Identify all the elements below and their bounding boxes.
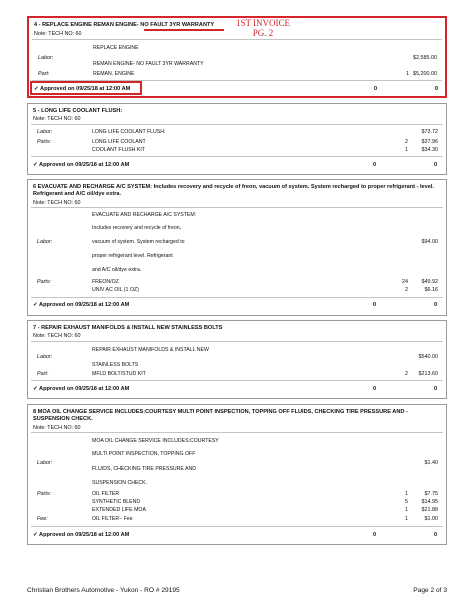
tech-note: Note: TECH NO: 60 [33, 333, 81, 339]
fee-amount: $1.00 [424, 516, 438, 522]
approval-count: 0 [374, 86, 378, 92]
divider [31, 380, 443, 381]
labor-label: Labor: [37, 129, 53, 135]
part-description: COOLANT FLUSH KIT [92, 147, 145, 153]
tech-note: Note: TECH NO: 60 [33, 200, 81, 206]
parts-label: Parts: [37, 491, 52, 497]
approval-count: 0 [373, 162, 377, 168]
part-description: OIL FILTER [92, 491, 120, 497]
footer-ro-info: Christian Brothers Automotive - Yukon - RO # 29195 [27, 587, 180, 594]
annotation-line-1: 1ST INVOICE [235, 18, 291, 28]
labor-label: Labor: [38, 55, 54, 61]
tech-note: Note: TECH NO: 60 [33, 116, 81, 122]
part-quantity: 5 [405, 499, 408, 505]
part-description: EXTENDED LIFE MOA [92, 507, 146, 513]
job-title: 8 MOA OIL CHANGE SERVICE INCLUDES:COURTESY MULTI POINT INSPECTION, TOPPING OFF FLUIDS, CHECKING TIRE PRESSURE AND - SUSPENSION CHECK. [33, 409, 408, 422]
fee-quantity: 1 [405, 516, 408, 522]
part-quantity: 1 [405, 491, 408, 497]
part-description: SYNTHETIC BLEND [92, 499, 141, 505]
labor-amount: $1.40 [424, 460, 438, 466]
divider [31, 207, 443, 208]
part-description: UNIV AC OIL (1 OZ) [92, 287, 139, 293]
labor-description-line: proper refrigerant level. Refrigerant [92, 253, 173, 259]
part-amount: $49.92 [421, 279, 438, 285]
labor-label: Labor: [37, 460, 53, 466]
part-amount: $213.60 [418, 371, 438, 377]
approval-total: 0 [434, 386, 438, 392]
labor-amount: $2,585.00 [413, 55, 437, 61]
part-amount: $6.16 [424, 287, 438, 293]
labor-amount: $540.00 [418, 354, 438, 360]
labor-label: Labor: [37, 239, 53, 245]
divider [31, 297, 443, 298]
divider [31, 124, 443, 125]
divider [31, 432, 443, 433]
labor-description-line: MOA OIL CHANGE SERVICE INCLUDES:COURTESY [92, 438, 219, 444]
job-section-6 [27, 179, 447, 316]
part-quantity: 1 [406, 71, 409, 77]
job-section-5 [27, 103, 447, 175]
approval-status: ✓ Approved on 09/25/18 at 12:00 AM [34, 86, 131, 92]
page-number: Page 2 of 3 [413, 587, 447, 594]
job-section-7 [27, 320, 447, 399]
parts-label: Parts: [37, 139, 52, 145]
part-description: FREON/OZ [92, 279, 119, 285]
labor-description-line: EVACUATE AND RECHARGE A/C SYSTEM: [92, 212, 197, 218]
approval-total: 0 [435, 86, 439, 92]
part-amount: $5,200.00 [413, 71, 437, 77]
approval-status: ✓ Approved on 09/25/18 at 12:00 AM [33, 532, 130, 538]
labor-description-line: FLUIDS, CHECKING TIRE PRESSURE AND [92, 466, 196, 472]
labor-description-line: SUSPENSION CHECK. [92, 480, 148, 486]
approval-total: 0 [434, 162, 438, 168]
fee-description: OIL FILTER - Fee [92, 516, 133, 522]
annotation-line-2: PG. 2 [252, 28, 274, 38]
part-amount: $37.96 [421, 139, 438, 145]
labor-description-line: STAINLESS BOLTS [92, 362, 139, 368]
parts-label: Parts: [37, 279, 52, 285]
approval-total: 0 [434, 302, 438, 308]
labor-description-line: REPAIR EXHAUST MANIFOLDS & INSTALL NEW [92, 347, 209, 353]
part-quantity: 24 [402, 279, 408, 285]
handwritten-annotation [230, 18, 296, 38]
divider [31, 156, 443, 157]
divider [32, 39, 442, 40]
labor-amount: $73.72 [421, 129, 438, 135]
part-amount: $34.30 [421, 147, 438, 153]
approval-total: 0 [434, 532, 438, 538]
labor-description: REPLACE ENGINE [93, 45, 139, 51]
approval-count: 0 [373, 302, 377, 308]
approval-count: 0 [373, 532, 377, 538]
divider [31, 341, 443, 342]
part-quantity: 1 [405, 147, 408, 153]
approval-status: ✓ Approved on 09/25/18 at 12:00 AM [33, 302, 130, 308]
job-section-8 [27, 404, 447, 545]
part-label: Part: [37, 371, 49, 377]
fee-label: Fee: [37, 516, 48, 522]
part-description: LONG LIFE COOLANT [92, 139, 146, 145]
job-title: 6 EVACUATE AND RECHARGE A/C SYSTEM: Includes recovery and recycle of freon, vacuum of system. System recharged to proper refrigerant - level. Refrigerant and A/C oil/dye extra. [33, 184, 434, 197]
labor-description-line: MULTI POINT INSPECTION, TOPPING OFF [92, 451, 196, 457]
labor-description: LONG LIFE COOLANT FLUSH: [92, 129, 166, 135]
part-amount: $7.75 [424, 491, 438, 497]
approval-count: 0 [373, 386, 377, 392]
divider [31, 526, 443, 527]
labor-description-line: vacuum of system. System recharged to [92, 239, 185, 245]
labor-description-line: Includes recovery and recycle of freon, [92, 225, 182, 231]
job-title: 7 - REPAIR EXHAUST MANIFOLDS & INSTALL NEW STAINLESS BOLTS [33, 325, 223, 331]
labor-description-line: and A/C oil/dye extra. [92, 267, 142, 273]
part-description: MFLD BOLT/STUD KIT [92, 371, 146, 377]
part-quantity: 2 [405, 139, 408, 145]
labor-label: Labor: [37, 354, 53, 360]
tech-note: Note: TECH NO: 60 [34, 31, 82, 37]
job-title: 4 - REPLACE ENGINE REMAN ENGINE- NO FAULT 3YR WARRANTY [34, 22, 215, 28]
part-label: Part: [38, 71, 50, 77]
warranty-underline [144, 29, 224, 31]
labor-description-2: REMAN ENGINE- NO FAULT 3YR WARRANTY [93, 61, 204, 67]
part-description: REMAN. ENGINE [93, 71, 135, 77]
approval-status: ✓ Approved on 09/25/18 at 12:00 AM [33, 386, 130, 392]
part-amount: $14.95 [421, 499, 438, 505]
labor-amount: $94.00 [421, 239, 438, 245]
job-title: 5 - LONG LIFE COOLANT FLUSH: [33, 108, 123, 114]
part-quantity: 2 [405, 287, 408, 293]
approval-highlight-box [30, 81, 142, 95]
approval-status: ✓ Approved on 09/25/18 at 12:00 AM [33, 162, 130, 168]
part-amount: $21.88 [421, 507, 438, 513]
tech-note: Note: TECH NO: 60 [33, 425, 81, 431]
part-quantity: 2 [405, 371, 408, 377]
part-quantity: 1 [405, 507, 408, 513]
